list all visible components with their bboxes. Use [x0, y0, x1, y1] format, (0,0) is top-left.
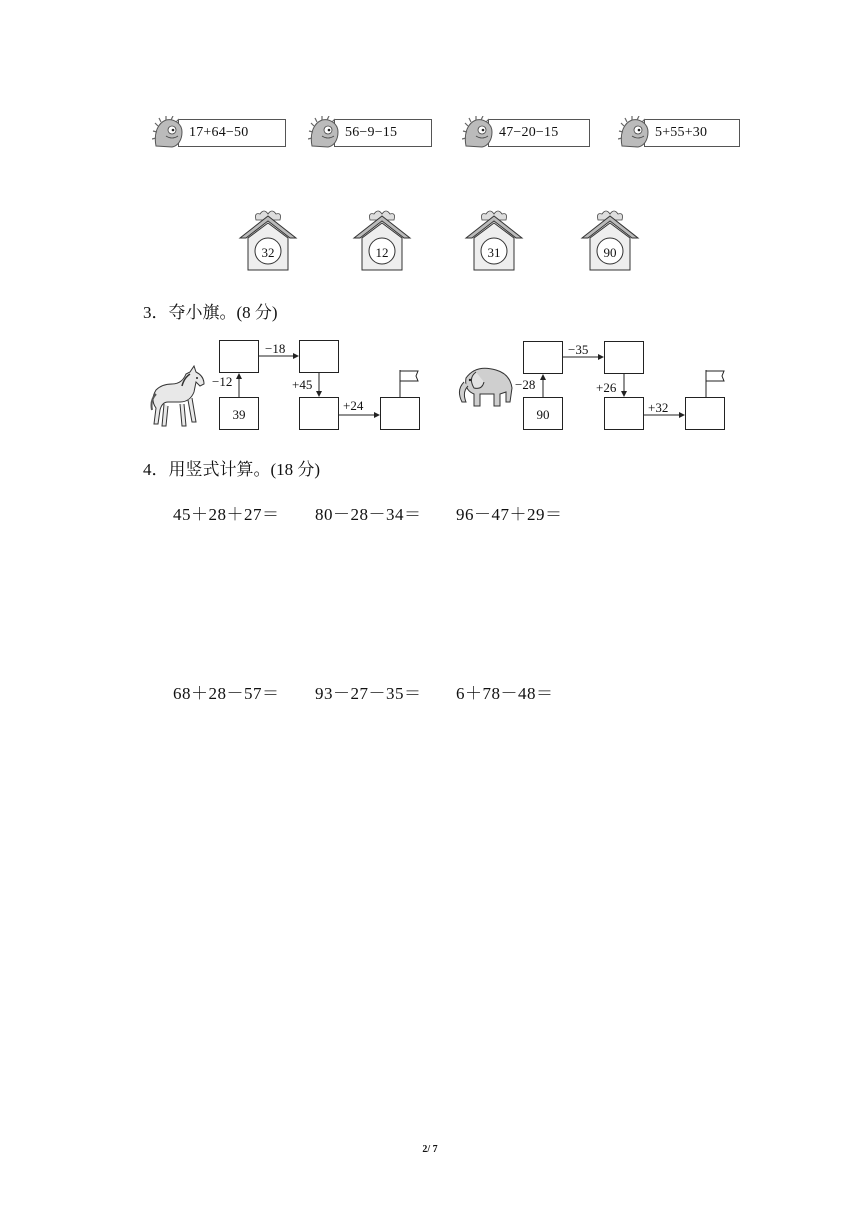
equation: 96－47＋29＝	[456, 505, 563, 524]
flag-icon	[702, 368, 726, 398]
house-icon	[236, 208, 300, 274]
expression-text: 5+55+30	[655, 125, 708, 140]
start-number: 90	[536, 407, 550, 422]
hedgehog-card-1	[152, 118, 286, 148]
house-1	[236, 208, 300, 274]
house-icon	[578, 208, 642, 274]
page-number: 2/ 7	[422, 1144, 438, 1155]
op-right-left: −18	[265, 341, 286, 356]
hedgehog-icon	[462, 116, 494, 150]
op-last-left: +24	[343, 398, 364, 413]
expression-text: 17+64−50	[189, 125, 249, 140]
equation: 80－28－34＝	[315, 505, 422, 524]
expression-box	[488, 119, 590, 147]
op-down-left: +45	[292, 377, 313, 392]
house-3	[462, 208, 526, 274]
expression-box	[178, 119, 286, 147]
house-number: 12	[375, 245, 389, 260]
expression-box	[334, 119, 432, 147]
op-last-right: +32	[648, 400, 669, 415]
house-number: 32	[261, 245, 275, 260]
hedgehog-icon	[618, 116, 650, 150]
equation: 45＋28＋27＝	[173, 505, 280, 524]
house-2	[350, 208, 414, 274]
expression-text: 56−9−15	[345, 125, 398, 140]
hedgehog-icon	[152, 116, 184, 150]
hedgehog-card-2	[308, 118, 432, 148]
op-up-left: −12	[212, 374, 233, 389]
hedgehog-card-3	[462, 118, 590, 148]
op-up-right: −28	[515, 377, 536, 392]
question-4-title: 4．用竖式计算。(18 分)	[143, 460, 321, 479]
hedgehog-icon	[308, 116, 340, 150]
equation: 93－27－35＝	[315, 684, 422, 703]
arrows-right	[504, 336, 734, 436]
expression-text: 47−20−15	[499, 125, 559, 140]
house-4	[578, 208, 642, 274]
house-icon	[350, 208, 414, 274]
equation: 6＋78－48＝	[456, 684, 554, 703]
start-number: 39	[232, 407, 246, 422]
house-number: 31	[487, 245, 501, 260]
flag-icon	[396, 368, 420, 398]
op-right-right: −35	[568, 342, 589, 357]
house-icon	[462, 208, 526, 274]
equation: 68＋28－57＝	[173, 684, 280, 703]
question-3-title: 3．夺小旗。(8 分)	[143, 303, 278, 322]
op-down-right: +26	[596, 380, 617, 395]
house-number: 90	[603, 245, 617, 260]
expression-box	[644, 119, 740, 147]
hedgehog-card-4	[618, 118, 740, 148]
